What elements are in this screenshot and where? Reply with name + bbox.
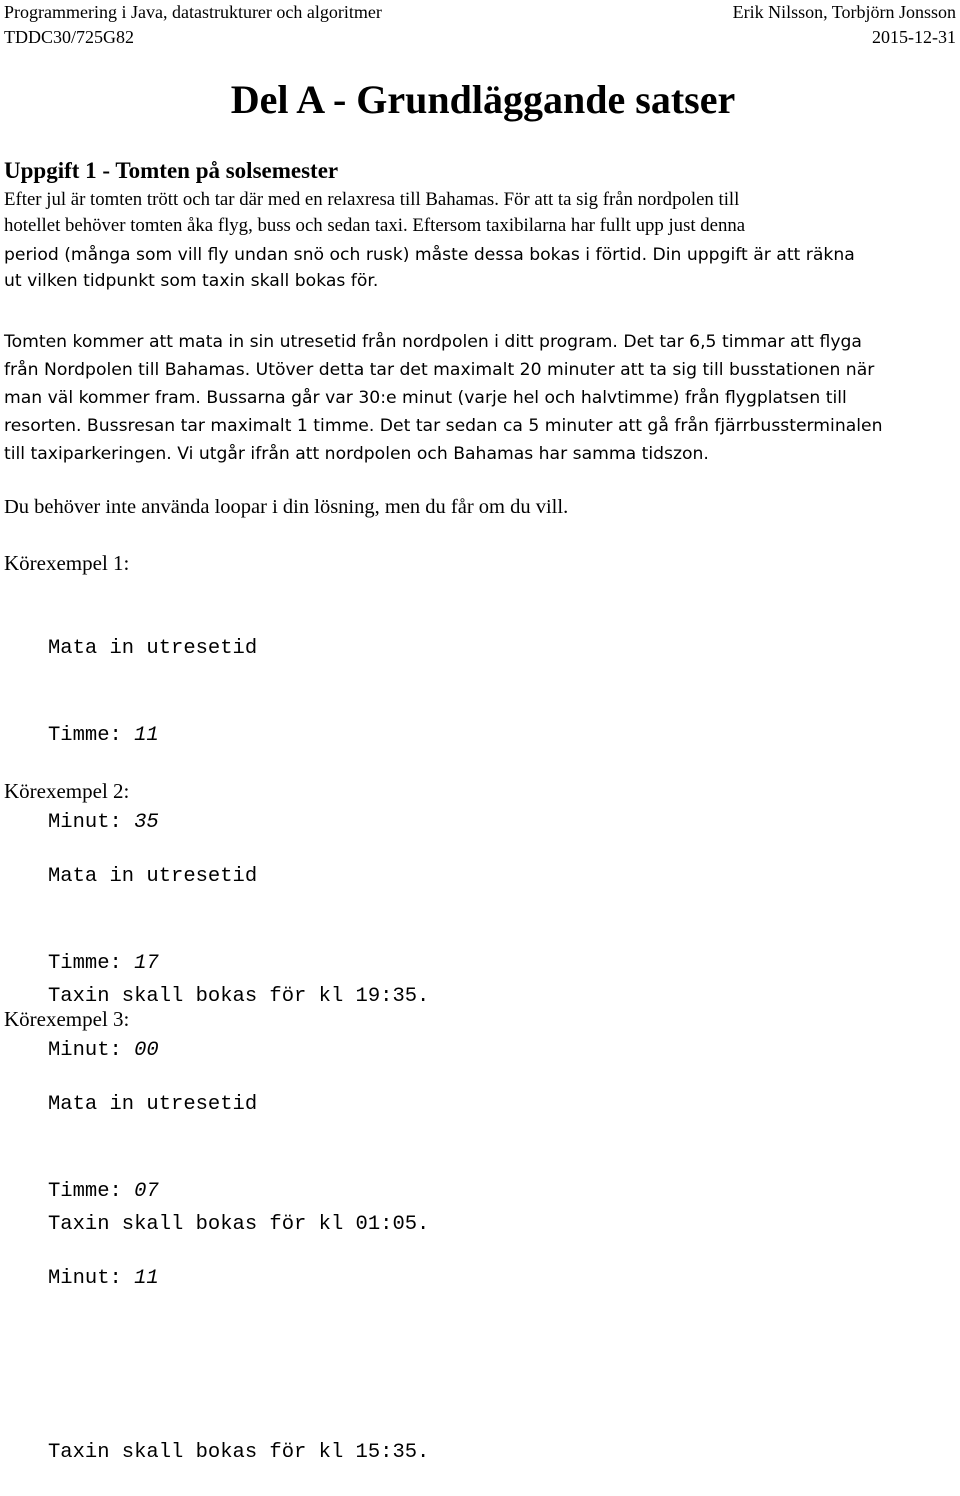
example-console <box>48 1032 429 1496</box>
text-line: period (många som vill fly undan snö och rusk) måste dessa bokas i förtid. Din uppgift är att räkna <box>4 245 855 265</box>
intro-paragraph-sans <box>4 242 954 294</box>
console-result: Taxin skall bokas för kl 01:05. <box>48 1213 430 1236</box>
console-hour-line <box>48 721 429 750</box>
task-title: Uppgift 1 - Tomten på solsemester <box>4 158 339 183</box>
console-prompt: Mata in utresetid <box>48 1093 258 1116</box>
example-label: Körexempel 3: <box>4 1007 130 1031</box>
console-blank-line <box>48 1351 429 1380</box>
text-line: till taxiparkeringen. Vi utgår ifrån att nordpolen och Bahamas har samma tidszon. <box>4 444 709 464</box>
minute-input-value: 00 <box>134 1039 159 1062</box>
text-line: Tomten kommer att mata in sin utresetid från nordpolen i ditt program. Det tar 6,5 timmar att flyga <box>4 332 862 352</box>
console-result: Taxin skall bokas för kl 15:35. <box>48 1441 430 1464</box>
section-title: Del A - Grundläggande satser <box>230 77 736 122</box>
hour-input-value: 11 <box>134 724 159 747</box>
text-line: Efter jul är tomten trött och tar där med en relaxresa till Bahamas. För att ta sig från nordpolen till <box>4 189 740 210</box>
console-hour-line <box>48 1177 429 1206</box>
intro-paragraph-serif <box>4 187 954 239</box>
console-prompt: Mata in utresetid <box>48 865 258 888</box>
hour-label: Timme: <box>48 952 135 975</box>
console-prompt: Mata in utresetid <box>48 637 258 660</box>
hour-label: Timme: <box>48 724 135 747</box>
course-code: TDDC30/725G82 <box>4 27 134 47</box>
minute-label: Minut: <box>48 1267 135 1290</box>
minute-input-value: 35 <box>134 811 159 834</box>
details-paragraph <box>4 328 954 468</box>
header-row-top <box>4 0 956 25</box>
text-line: ut vilken tidpunkt som taxin skall bokas för. <box>4 271 379 291</box>
hour-input-value: 17 <box>134 952 159 975</box>
course-name: Programmering i Java, datastrukturer och algoritmer <box>4 2 382 22</box>
text-line: hotellet behöver tomten åka flyg, buss och sedan taxi. Eftersom taxibilarna har fullt upp just denna <box>4 215 746 236</box>
minute-label: Minut: <box>48 1039 135 1062</box>
text-line: från Nordpolen till Bahamas. Utöver detta tar det maximalt 20 minuter att ta sig till busstationen när <box>4 360 875 380</box>
console-hour-line <box>48 949 429 978</box>
example-label: Körexempel 1: <box>4 551 130 575</box>
loop-note: Du behöver inte använda loopar i din lösning, men du får om du vill. <box>4 496 569 518</box>
minute-label: Minut: <box>48 811 135 834</box>
text-line: resorten. Bussresan tar maximalt 1 timme. Det tar sedan ca 5 minuter att gå från fjärrbussterminalen <box>4 416 883 436</box>
document-date: 2015-12-31 <box>872 27 956 47</box>
console-result: Taxin skall bokas för kl 19:35. <box>48 985 430 1008</box>
console-minute-line <box>48 1264 429 1293</box>
page-header <box>4 0 956 50</box>
header-row-bottom <box>4 25 956 50</box>
minute-input-value: 11 <box>134 1267 159 1290</box>
example-label: Körexempel 2: <box>4 779 130 803</box>
text-line: man väl kommer fram. Bussarna går var 30:e minut (varje hel och halvtimme) från flygplatsen till <box>4 388 847 408</box>
hour-input-value: 07 <box>134 1180 159 1203</box>
authors: Erik Nilsson, Torbjörn Jonsson <box>732 2 956 22</box>
hour-label: Timme: <box>48 1180 135 1203</box>
